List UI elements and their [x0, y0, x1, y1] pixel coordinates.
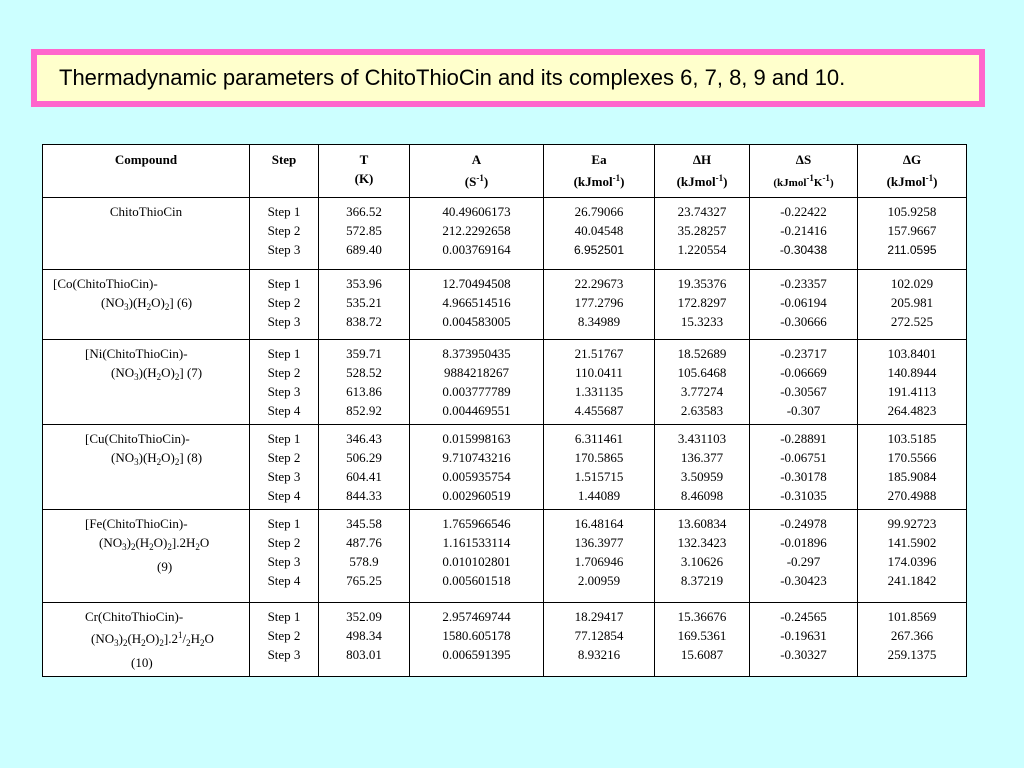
t-cell: 346.43 506.29 604.41 844.33	[319, 425, 410, 510]
dh-cell: 19.35376 172.8297 15.3233	[655, 270, 750, 340]
compound-cell: [Cu(ChitoThioCin)- $(NO_3)(H_2O)_2$] (8)	[43, 425, 250, 510]
dh-cell: 13.60834 132.3423 3.10626 8.37219	[655, 510, 750, 603]
dh-cell: 3.431103 136.377 3.50959 8.46098	[655, 425, 750, 510]
compound-cell: ChitoThioCin	[43, 198, 250, 270]
thermo-table	[42, 144, 967, 677]
ds-cell: -0.23717 -0.06669 -0.30567 -0.307	[750, 340, 858, 425]
col-header-compound: Compound	[43, 145, 250, 198]
ea-cell: 16.48164 136.3977 1.706946 2.00959	[544, 510, 655, 603]
a-cell: 1.765966546 1.161533114 0.010102801 0.005601518	[410, 510, 544, 603]
ea-cell: 6.311461 170.5865 1.515715 1.44089	[544, 425, 655, 510]
a-cell: 0.015998163 9.710743216 0.005935754 0.002960519	[410, 425, 544, 510]
dg-cell: 103.8401 140.8944 191.4113 264.4823	[858, 340, 967, 425]
t-cell: 353.96 535.21 838.72	[319, 270, 410, 340]
col-header-a: A $(S^{-1})$	[410, 145, 544, 198]
t-cell: 345.58 487.76 578.9 765.25	[319, 510, 410, 603]
ea-cell: 21.51767 110.0411 1.331135 4.455687	[544, 340, 655, 425]
table-row	[43, 340, 967, 425]
ds-cell: -0.28891 -0.06751 -0.30178 -0.31035	[750, 425, 858, 510]
col-header-t: T (K)	[319, 145, 410, 198]
col-header-ds: ΔS $(kJmol^{-1}K^{-1})$	[750, 145, 858, 198]
compound-cell: Cr(ChitoThioCin)- $(NO_3)_2(H_2O)_2].2^1/_2H_2O$ (10)	[43, 603, 250, 677]
step-cell: Step 1 Step 2 Step 3 Step 4	[250, 510, 319, 603]
table-row	[43, 270, 967, 340]
dg-cell: 105.9258 157.9667 211.0595	[858, 198, 967, 270]
ea-cell: 26.79066 40.04548 6.952501	[544, 198, 655, 270]
page-title: Thermadynamic parameters of ChitoThioCin and its complexes 6, 7, 8, 9 and 10.	[37, 55, 979, 101]
step-cell: Step 1 Step 2 Step 3	[250, 603, 319, 677]
compound-cell: [Co(ChitoThioCin)- $(NO_3)(H_2O)_2$] (6)	[43, 270, 250, 340]
table-row	[43, 198, 967, 270]
dg-cell: 102.029 205.981 272.525	[858, 270, 967, 340]
ds-cell: -0.23357 -0.06194 -0.30666	[750, 270, 858, 340]
title-box	[31, 49, 985, 107]
dh-cell: 15.36676 169.5361 15.6087	[655, 603, 750, 677]
dg-cell: 99.92723 141.5902 174.0396 241.1842	[858, 510, 967, 603]
a-cell: 40.49606173 212.2292658 0.003769164	[410, 198, 544, 270]
step-cell: Step 1 Step 2 Step 3 Step 4	[250, 340, 319, 425]
dh-cell: 23.74327 35.28257 1.220554	[655, 198, 750, 270]
compound-cell: [Fe(ChitoThioCin)- $(NO_3)_2(H_2O)_2].2H_2O$ (9)	[43, 510, 250, 603]
step-cell: Step 1 Step 2 Step 3 Step 4	[250, 425, 319, 510]
table-row	[43, 425, 967, 510]
ea-cell: 22.29673 177.2796 8.34989	[544, 270, 655, 340]
col-header-dh: ΔH (kJmol$^{-1}$)	[655, 145, 750, 198]
col-header-step: Step	[250, 145, 319, 198]
a-cell: 12.70494508 4.966514516 0.004583005	[410, 270, 544, 340]
ea-cell: 18.29417 77.12854 8.93216	[544, 603, 655, 677]
dh-cell: 18.52689 105.6468 3.77274 2.63583	[655, 340, 750, 425]
t-cell: 366.52 572.85 689.40	[319, 198, 410, 270]
a-cell: 2.957469744 1580.605178 0.006591395	[410, 603, 544, 677]
header-row	[43, 145, 967, 198]
ds-cell: -0.24565 -0.19631 -0.30327	[750, 603, 858, 677]
t-cell: 359.71 528.52 613.86 852.92	[319, 340, 410, 425]
table-row	[43, 603, 967, 677]
t-cell: 352.09 498.34 803.01	[319, 603, 410, 677]
table-row	[43, 510, 967, 603]
step-cell: Step 1 Step 2 Step 3	[250, 270, 319, 340]
compound-cell: [Ni(ChitoThioCin)- $(NO_3)(H_2O)_2$] (7)	[43, 340, 250, 425]
ds-cell: -0.24978 -0.01896 -0.297 -0.30423	[750, 510, 858, 603]
dg-cell: 103.5185 170.5566 185.9084 270.4988	[858, 425, 967, 510]
step-cell: Step 1 Step 2 Step 3	[250, 198, 319, 270]
a-cell: 8.373950435 9884218267 0.003777789 0.004469551	[410, 340, 544, 425]
col-header-dg: ΔG (kJmol$^{-1}$)	[858, 145, 967, 198]
ds-cell: -0.22422 -0.21416 -0.30438	[750, 198, 858, 270]
dg-cell: 101.8569 267.366 259.1375	[858, 603, 967, 677]
col-header-ea: Ea (kJmol$^{-1}$)	[544, 145, 655, 198]
